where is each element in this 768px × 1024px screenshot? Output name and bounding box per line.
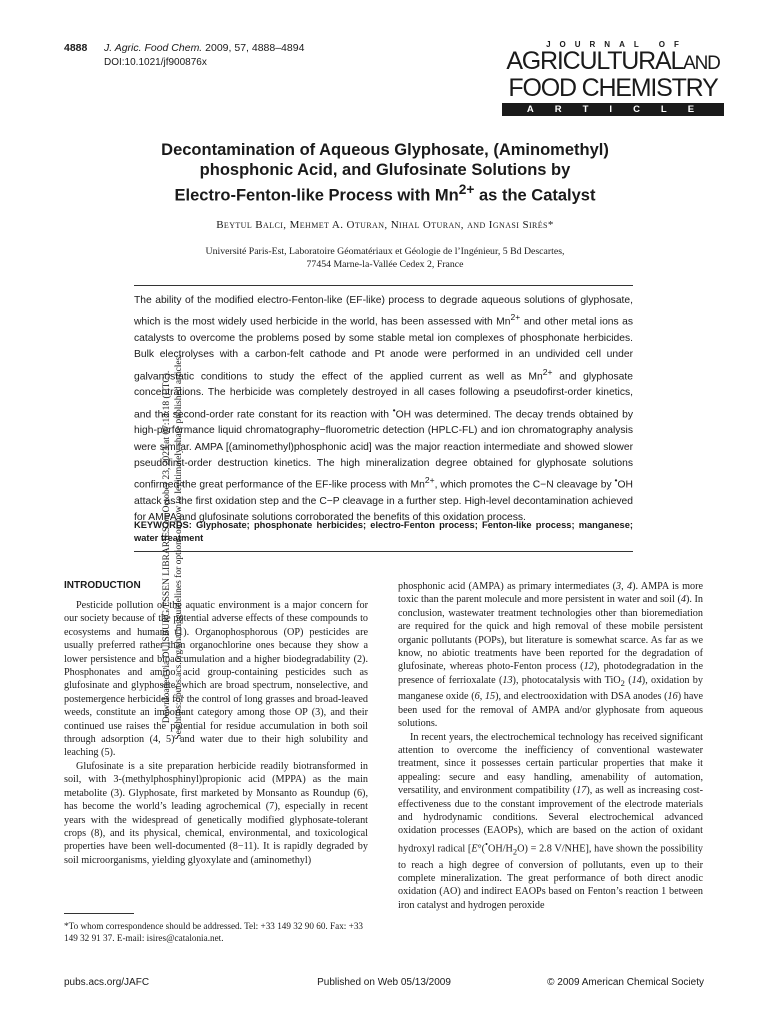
correspondence-footnote: *To whom correspondence should be addressed. Tel: +33 149 32 90 60. Fax: +33 149 32 91 37. E-mail: isires@catalonia.net. — [64, 921, 364, 943]
authors: Beytul Balci, Mehmet A. Oturan, Nihal Oturan, and Ignasi Sirés* — [216, 219, 554, 231]
affiliation-line-1: Université Paris-Est, Laboratoire Géomatériaux et Géologie de l’Ingénieur, 5 Bd Descartes, — [205, 246, 565, 257]
journal-name: J. Agric. Food Chem. — [104, 42, 203, 54]
journal-volume-pages: 2009, 57, 4888–4894 — [205, 42, 305, 54]
journal-logo — [502, 40, 724, 116]
article-title: Decontamination of Aqueous Glyphosate, (Aminomethyl) phosphonic Acid, and Glufosinate Solutions by Electro-Fenton-like Process with $Mn^{2+}$ as the Catalyst — [161, 141, 609, 205]
introduction-heading: INTRODUCTION — [64, 580, 141, 591]
logo-and: AND — [683, 53, 720, 74]
body-column-right — [398, 580, 703, 912]
abstract-top-rule — [134, 285, 633, 286]
logo-journal-of: JOURNAL OF — [546, 40, 688, 49]
footer-copyright: © 2009 American Chemical Society — [547, 977, 704, 988]
keywords: KEYWORDS: Glyphosate; phosphonate herbicides; electro-Fenton process; Fenton-like process; manganese; water treatment — [134, 520, 633, 543]
body-column-left — [64, 599, 368, 867]
download-notice-line-1: Downloaded via DUISBURG/ESSEN LIBRARIES on October 23, 2023 at 07:12:18 (UTC). — [162, 370, 172, 724]
intro-paragraph-4: In recent years, the electrochemical technology has received significant attention to overcome the inefficiency of conventional wastewater treatment, since it possesses certain particular properties that make it appealing: secure and easy handling, amenability of automation, versatility, and environment compatibility (17), as well as increasing cost-effectiveness due to the constant improvement of the electrode materials and hydrodynamic conditions. Several electrochemical advanced oxidation processes (EAOPs), which are based on the action of oxidant hydroxyl radical [$E^\circ(^•OH/H_2O) = 2.8$ V/NHE], have shown the possibility to reach a high degree of conversion of pollutants, even up to their complete mineralization. The great performance of both direct anodic oxidation (AO) and indirect EAOPs based on Fenton’s reaction 1 between iron catalyst and hydrogen peroxide — [398, 731, 704, 911]
intro-paragraph-3: phosphonic acid (AMPA) as primary intermediates (3, 4). AMPA is more toxic than the parent molecule and more persistent in water and soil (4). In conclusion, wastewater treatment technologies other than bioremediation are required for the quick and high removal of these mobile persistent organic pollutants (POPs), but literature is somewhat scarce. As far as we know, no abiotic treatments have been reported for the degradation of glufosinate, whereas photo-Fenton process (12), photodegradation in the presence of ferrioxalate (13), photocatalysis with TiO$_2$ (14), oxidation by manganese oxide (6, 15), and electrooxidation with DSA anodes (16) have been used for the removal of AMPA and/or glyphosate from aqueous solutions. — [398, 581, 704, 730]
intro-paragraph-2: Glufosinate is a site preparation herbicide readily biotransformed in soil, with 3-(methylphosphinyl)propionic acid (MPPA) as the main metabolite (3). Glyphosate, first marketed by Monsanto as Roundup (6), has become the world’s leading agrochemical (7), especially in recent years with the widespread of genetically modified glyphosate-tolerant crops (8), and its physical, chemical, environmental, and toxicological properties have been well-documented (8−11). It is rapidly degraded by soil microorganisms, yielding glyoxylate and (aminomethyl) — [64, 760, 368, 866]
keywords-bottom-rule — [134, 551, 633, 552]
journal-citation — [104, 42, 304, 54]
logo-line-food-chemistry: FOOD CHEMISTRY — [508, 74, 718, 102]
abstract: The ability of the modified electro-Fenton-like (EF-like) process to degrade aqueous solutions of glyphosate, which is the most widely used herbicide in the world, has been assessed with $Mn^{2+}$ and other metal ions as catalysts to overcome the problems posed by some stable metal ion complexes of phosphonate herbicides. Bulk electrolyses with a carbon-felt cathode and Pt anode were performed in an undivided cell under galvanostatic conditions to study the effect of the applied current as well as $Mn^{2+}$ and glyphosate concentrations. The herbicide was completely destroyed in all cases following a pseudofirst-order kinetics, and the second-order rate constant for its reaction with •OH was determined. The decay trends obtained by high-performance liquid chromatography−fluorometric detection (HPLC-FL) and ion chromatography analysis were similar. AMPA [(aminomethyl)phosphonic acid] was the major reaction intermediate and showed slower pseudofirst-order destruction kinetics. The high mineralization degree obtained for glyphosate solutions confirmed the great performance of the EF-like process with $Mn^{2+}$, which promotes the C−N cleavage by •OH attack as the first oxidation step and the C−P cleavage in a further step. High-level decontamination achieved for AMPA and glufosinate solutions corroborated the benefits of this oxidation process. — [134, 295, 633, 524]
footnote-rule — [64, 913, 134, 914]
page-number: 4888 — [64, 42, 88, 54]
footer-journal-url[interactable]: pubs.acs.org/JAFC — [64, 977, 150, 988]
affiliation-line-2: 77454 Marne-la-Vallée Cedex 2, France — [306, 259, 464, 270]
download-notice-line-2: See https://pubs.acs.org/sharingguidelines for options on how to legitimately share published articles. — [173, 354, 184, 740]
affiliation — [140, 245, 630, 271]
logo-line-agricultural: AGRICULTURALAND — [506, 47, 720, 75]
doi: DOI:10.1021/jf900876x — [104, 57, 207, 68]
logo-article-bar: ARTICLE — [502, 103, 724, 116]
intro-paragraph-1: Pesticide pollution of the aquatic environment is a major concern for our society because of the potential adverse effects of these compounds to ecosystems and humans (1). Organophosphorous (OP) pesticides are usually preferred rather than organochlorine ones because they show a lower persistence and bioaccumulation and a higher biodegradability (2). Phosphonates and amino acid group-containing pesticides such as glufosinate and glyphosate, which are broad spectrum, nonselective, and postemergence herbicides for the control of long grasses and broad-leaved weeds, constitute an important category among those OP (3), and their continued use raises the potential for residue accumulation in both soil through adsorption (4, 5) and water due to their high solubility and leaching (5). — [64, 600, 368, 759]
footer-publication-date: Published on Web 05/13/2009 — [317, 977, 451, 988]
